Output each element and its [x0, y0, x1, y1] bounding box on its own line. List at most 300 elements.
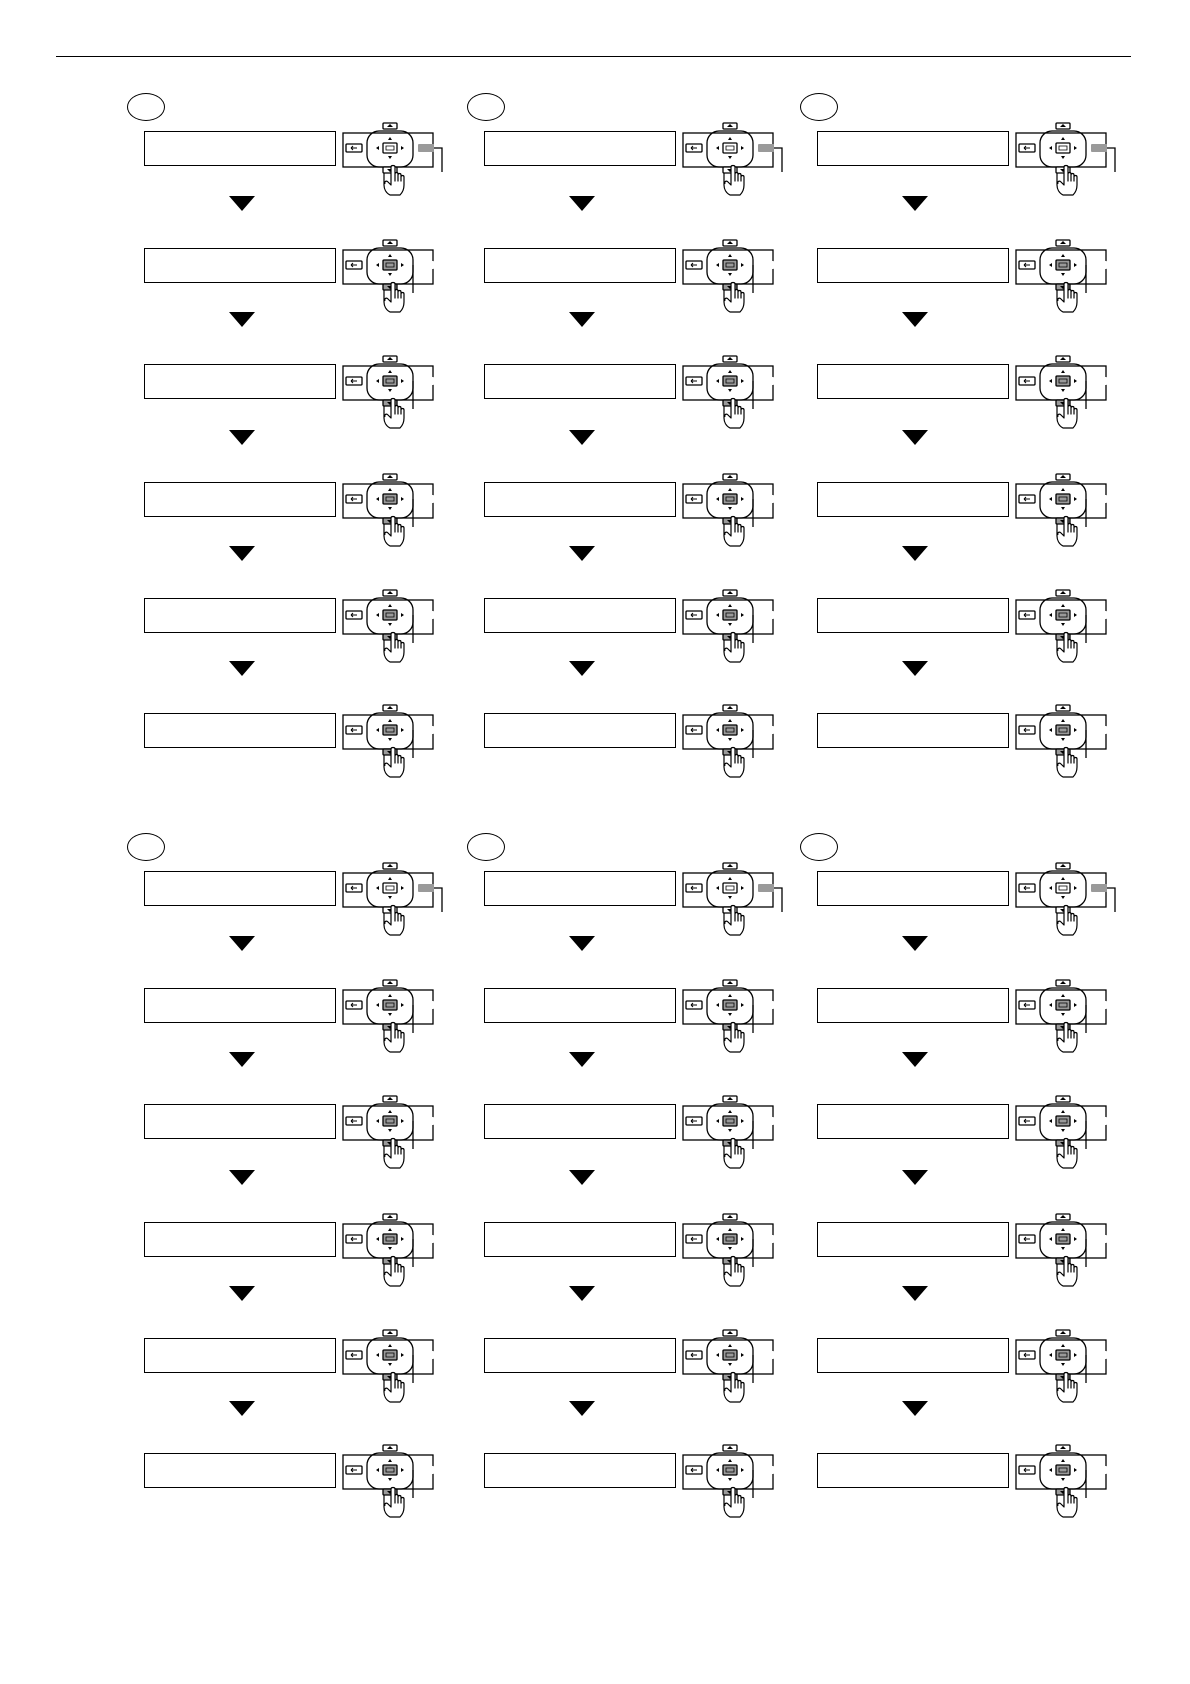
dial-down-arrow-icon — [388, 273, 392, 276]
dial-right-arrow-icon — [741, 379, 744, 383]
dial-down-arrow-icon — [388, 156, 392, 159]
back-key-icon — [1024, 1003, 1030, 1007]
lead-line — [774, 888, 782, 912]
dial-right-arrow-icon — [741, 1119, 744, 1123]
ok-key — [383, 376, 397, 386]
back-key-icon — [1024, 1119, 1030, 1123]
ok-key — [723, 494, 737, 504]
dial-left-arrow-icon — [716, 613, 719, 617]
control-keypad-icon[interactable] — [342, 1212, 446, 1288]
down-arrow-icon — [229, 1286, 255, 1301]
dial-right-arrow-icon — [401, 497, 404, 501]
back-key-icon — [1024, 263, 1030, 267]
dial-left-arrow-icon — [1049, 497, 1052, 501]
ok-key — [1056, 1465, 1070, 1475]
lcd-display — [817, 713, 1009, 748]
back-key-icon — [351, 379, 357, 383]
dial-left-arrow-icon — [1049, 886, 1052, 890]
lcd-display — [817, 1338, 1009, 1373]
ok-key — [383, 1000, 397, 1010]
dial-left-arrow-icon — [716, 1237, 719, 1241]
dial-left-arrow-icon — [376, 728, 379, 732]
dial-left-arrow-icon — [716, 1119, 719, 1123]
dial-up-arrow-icon — [1061, 1344, 1065, 1347]
keypad-diagram — [1015, 1328, 1119, 1409]
dial-right-arrow-icon — [401, 146, 404, 150]
dial-right-arrow-icon — [1074, 613, 1077, 617]
ok-key — [1056, 1234, 1070, 1244]
dial-right-arrow-icon — [1074, 1119, 1077, 1123]
ok-key — [1056, 1000, 1070, 1010]
forward-key — [1091, 1235, 1107, 1243]
ok-key — [383, 494, 397, 504]
dial-left-arrow-icon — [1049, 1003, 1052, 1007]
dial-down-arrow-icon — [1061, 738, 1065, 741]
back-key-icon — [351, 1353, 357, 1357]
dial-up-arrow-icon — [1061, 254, 1065, 257]
dial-down-arrow-icon — [728, 1247, 732, 1250]
keypad-diagram — [682, 472, 786, 553]
forward-key — [418, 611, 434, 619]
keypad-diagram — [682, 1443, 786, 1524]
dial-up-arrow-icon — [388, 254, 392, 257]
control-keypad-icon[interactable] — [682, 1443, 786, 1519]
control-keypad-icon[interactable] — [342, 472, 446, 548]
down-arrow-icon — [229, 661, 255, 676]
down-arrow-icon — [229, 312, 255, 327]
down-arrow-icon — [902, 1170, 928, 1185]
dial-right-arrow-icon — [401, 1119, 404, 1123]
ok-key — [383, 1116, 397, 1126]
down-arrow-icon — [569, 546, 595, 561]
dial-left-arrow-icon — [1049, 146, 1052, 150]
dial-left-arrow-icon — [716, 1353, 719, 1357]
dial-right-arrow-icon — [401, 1237, 404, 1241]
keypad-diagram — [342, 1212, 446, 1293]
dial-up-arrow-icon — [1061, 488, 1065, 491]
procedure-column — [144, 103, 464, 803]
ok-key — [383, 725, 397, 735]
lcd-display — [144, 248, 336, 283]
back-key-icon — [351, 886, 357, 890]
dial-up-arrow-icon — [1061, 604, 1065, 607]
dial-up-arrow-icon — [728, 370, 732, 373]
dial-down-arrow-icon — [1061, 273, 1065, 276]
ok-key — [723, 725, 737, 735]
keypad-diagram — [342, 861, 446, 942]
control-keypad-icon[interactable] — [682, 588, 786, 664]
ok-key — [1056, 610, 1070, 620]
dial-left-arrow-icon — [716, 497, 719, 501]
dial-down-arrow-icon — [728, 507, 732, 510]
control-keypad-icon[interactable] — [342, 121, 446, 197]
forward-key — [418, 1235, 434, 1243]
lcd-display — [484, 713, 676, 748]
keypad-diagram — [1015, 588, 1119, 669]
down-arrow-icon — [902, 196, 928, 211]
dial-down-arrow-icon — [1061, 1247, 1065, 1250]
dial-left-arrow-icon — [1049, 1468, 1052, 1472]
dial-down-arrow-icon — [728, 389, 732, 392]
back-key-icon — [691, 1003, 697, 1007]
lead-line — [1107, 888, 1115, 912]
lcd-display — [817, 1453, 1009, 1488]
dial-up-arrow-icon — [388, 137, 392, 140]
ok-key — [723, 1234, 737, 1244]
forward-key — [418, 495, 434, 503]
procedure-column — [817, 843, 1137, 1543]
keypad-diagram — [682, 238, 786, 319]
dial-down-arrow-icon — [1061, 156, 1065, 159]
dial-left-arrow-icon — [716, 1468, 719, 1472]
back-key-icon — [351, 146, 357, 150]
control-keypad-icon[interactable] — [682, 1094, 786, 1170]
lcd-display — [144, 131, 336, 166]
lcd-display — [484, 871, 676, 906]
dial-right-arrow-icon — [741, 497, 744, 501]
forward-key — [758, 1117, 774, 1125]
forward-key — [758, 611, 774, 619]
keypad-diagram — [682, 1212, 786, 1293]
down-arrow-icon — [902, 936, 928, 951]
control-keypad-icon[interactable] — [342, 1328, 446, 1404]
procedure-column — [484, 843, 804, 1543]
dial-up-arrow-icon — [388, 1459, 392, 1462]
lcd-display — [144, 713, 336, 748]
dial-down-arrow-icon — [388, 1013, 392, 1016]
ok-key — [1056, 883, 1070, 893]
procedure-column — [144, 843, 464, 1543]
lead-line — [774, 148, 782, 172]
keypad-diagram — [682, 1094, 786, 1175]
dial-up-arrow-icon — [388, 1228, 392, 1231]
keypad-diagram — [1015, 1212, 1119, 1293]
lcd-display — [484, 1104, 676, 1139]
back-key-icon — [691, 1119, 697, 1123]
dial-up-arrow-icon — [388, 488, 392, 491]
back-key-icon — [691, 146, 697, 150]
dial-left-arrow-icon — [1049, 1119, 1052, 1123]
control-keypad-icon[interactable] — [682, 1328, 786, 1404]
control-keypad-icon[interactable] — [682, 121, 786, 197]
keypad-diagram — [682, 354, 786, 435]
keypad-diagram — [1015, 238, 1119, 319]
back-key-icon — [1024, 1468, 1030, 1472]
back-key-icon — [1024, 146, 1030, 150]
forward-key — [1091, 261, 1107, 269]
procedure-column — [817, 103, 1137, 803]
dial-right-arrow-icon — [1074, 497, 1077, 501]
dial-right-arrow-icon — [401, 1468, 404, 1472]
back-key-icon — [351, 263, 357, 267]
dial-left-arrow-icon — [1049, 379, 1052, 383]
forward-key — [758, 1001, 774, 1009]
dial-up-arrow-icon — [1061, 1459, 1065, 1462]
back-key-icon — [351, 1468, 357, 1472]
lcd-display — [817, 482, 1009, 517]
lcd-display — [144, 1453, 336, 1488]
down-arrow-icon — [229, 196, 255, 211]
step-number-circle — [800, 833, 838, 861]
dial-right-arrow-icon — [1074, 1237, 1077, 1241]
down-arrow-icon — [229, 430, 255, 445]
dial-right-arrow-icon — [401, 1003, 404, 1007]
dial-down-arrow-icon — [728, 273, 732, 276]
back-key-icon — [691, 1237, 697, 1241]
control-keypad-icon[interactable] — [682, 1212, 786, 1288]
ok-key — [1056, 143, 1070, 153]
dial-up-arrow-icon — [388, 604, 392, 607]
keypad-diagram — [1015, 861, 1119, 942]
forward-key — [418, 726, 434, 734]
control-keypad-icon[interactable] — [1015, 354, 1119, 430]
dial-down-arrow-icon — [388, 896, 392, 899]
forward-key — [1091, 726, 1107, 734]
dial-up-arrow-icon — [728, 488, 732, 491]
dial-left-arrow-icon — [376, 1119, 379, 1123]
down-arrow-icon — [902, 430, 928, 445]
forward-key — [1091, 884, 1107, 892]
down-arrow-icon — [569, 661, 595, 676]
control-keypad-icon[interactable] — [1015, 588, 1119, 664]
control-keypad-icon[interactable] — [1015, 1443, 1119, 1519]
back-key-icon — [1024, 886, 1030, 890]
lcd-display — [484, 988, 676, 1023]
control-keypad-icon[interactable] — [1015, 861, 1119, 937]
back-key-icon — [351, 728, 357, 732]
dial-up-arrow-icon — [1061, 370, 1065, 373]
dial-down-arrow-icon — [388, 507, 392, 510]
dial-up-arrow-icon — [728, 1110, 732, 1113]
dial-up-arrow-icon — [388, 1110, 392, 1113]
down-arrow-icon — [229, 1052, 255, 1067]
keypad-diagram — [342, 978, 446, 1059]
back-key-icon — [351, 497, 357, 501]
dial-right-arrow-icon — [741, 728, 744, 732]
forward-key — [1091, 377, 1107, 385]
dial-right-arrow-icon — [401, 728, 404, 732]
dial-right-arrow-icon — [401, 886, 404, 890]
control-keypad-icon[interactable] — [1015, 1212, 1119, 1288]
dial-right-arrow-icon — [741, 1003, 744, 1007]
control-keypad-icon[interactable] — [1015, 472, 1119, 548]
dial-up-arrow-icon — [1061, 1228, 1065, 1231]
forward-key — [1091, 1117, 1107, 1125]
dial-right-arrow-icon — [741, 146, 744, 150]
dial-down-arrow-icon — [1061, 1013, 1065, 1016]
control-keypad-icon[interactable] — [342, 1094, 446, 1170]
dial-left-arrow-icon — [376, 1468, 379, 1472]
dial-down-arrow-icon — [728, 738, 732, 741]
dial-right-arrow-icon — [741, 1353, 744, 1357]
dial-down-arrow-icon — [1061, 623, 1065, 626]
lcd-display — [484, 482, 676, 517]
down-arrow-icon — [569, 1170, 595, 1185]
forward-key — [758, 377, 774, 385]
dial-left-arrow-icon — [376, 1353, 379, 1357]
dial-down-arrow-icon — [1061, 1129, 1065, 1132]
forward-key — [1091, 1351, 1107, 1359]
control-keypad-icon[interactable] — [682, 472, 786, 548]
lcd-display — [144, 1222, 336, 1257]
dial-down-arrow-icon — [728, 1129, 732, 1132]
forward-key — [418, 1351, 434, 1359]
dial-left-arrow-icon — [376, 379, 379, 383]
down-arrow-icon — [229, 936, 255, 951]
keypad-diagram — [342, 121, 446, 202]
control-keypad-icon[interactable] — [342, 978, 446, 1054]
ok-key — [1056, 260, 1070, 270]
ok-key — [383, 1234, 397, 1244]
keypad-diagram — [682, 588, 786, 669]
dial-left-arrow-icon — [376, 263, 379, 267]
step-number-circle — [127, 833, 165, 861]
lcd-display — [484, 1338, 676, 1373]
ok-key — [1056, 1350, 1070, 1360]
lcd-display — [817, 248, 1009, 283]
control-keypad-icon[interactable] — [1015, 121, 1119, 197]
keypad-diagram — [342, 1328, 446, 1409]
keypad-diagram — [342, 472, 446, 553]
dial-right-arrow-icon — [1074, 1003, 1077, 1007]
down-arrow-icon — [902, 661, 928, 676]
down-arrow-icon — [569, 430, 595, 445]
dial-left-arrow-icon — [376, 1237, 379, 1241]
control-keypad-icon[interactable] — [1015, 703, 1119, 779]
ok-key — [723, 1000, 737, 1010]
dial-up-arrow-icon — [1061, 877, 1065, 880]
dial-left-arrow-icon — [376, 1003, 379, 1007]
ok-key — [723, 610, 737, 620]
forward-key — [1091, 1001, 1107, 1009]
forward-key — [418, 1001, 434, 1009]
down-arrow-icon — [569, 936, 595, 951]
control-keypad-icon[interactable] — [682, 238, 786, 314]
dial-right-arrow-icon — [1074, 1468, 1077, 1472]
dial-right-arrow-icon — [1074, 1353, 1077, 1357]
control-keypad-icon[interactable] — [1015, 1094, 1119, 1170]
keypad-diagram — [342, 238, 446, 319]
keypad-diagram — [682, 703, 786, 784]
lcd-display — [144, 1104, 336, 1139]
back-key-icon — [691, 379, 697, 383]
control-keypad-icon[interactable] — [1015, 978, 1119, 1054]
down-arrow-icon — [569, 1052, 595, 1067]
back-key-icon — [691, 263, 697, 267]
forward-key — [418, 261, 434, 269]
lcd-display — [484, 598, 676, 633]
dial-up-arrow-icon — [388, 877, 392, 880]
procedure-column — [484, 103, 804, 803]
control-keypad-icon[interactable] — [682, 354, 786, 430]
forward-key — [758, 1235, 774, 1243]
down-arrow-icon — [229, 1170, 255, 1185]
control-keypad-icon[interactable] — [682, 978, 786, 1054]
step-number-circle — [467, 93, 505, 121]
dial-left-arrow-icon — [716, 728, 719, 732]
control-keypad-icon[interactable] — [342, 703, 446, 779]
dial-right-arrow-icon — [1074, 146, 1077, 150]
control-keypad-icon[interactable] — [342, 354, 446, 430]
forward-key — [758, 884, 774, 892]
dial-up-arrow-icon — [728, 1228, 732, 1231]
lcd-display — [817, 988, 1009, 1023]
control-keypad-icon[interactable] — [1015, 238, 1119, 314]
ok-key — [383, 883, 397, 893]
control-keypad-icon[interactable] — [342, 1443, 446, 1519]
control-keypad-icon[interactable] — [682, 861, 786, 937]
forward-key — [418, 884, 434, 892]
back-key-icon — [351, 613, 357, 617]
lead-line — [434, 888, 442, 912]
dial-down-arrow-icon — [728, 1013, 732, 1016]
down-arrow-icon — [569, 196, 595, 211]
dial-up-arrow-icon — [728, 137, 732, 140]
forward-key — [758, 1466, 774, 1474]
control-keypad-icon[interactable] — [1015, 1328, 1119, 1404]
dial-left-arrow-icon — [1049, 1353, 1052, 1357]
keypad-diagram — [342, 354, 446, 435]
dial-down-arrow-icon — [388, 389, 392, 392]
down-arrow-icon — [569, 312, 595, 327]
back-key-icon — [691, 1353, 697, 1357]
down-arrow-icon — [902, 546, 928, 561]
back-key-icon — [1024, 613, 1030, 617]
dial-down-arrow-icon — [388, 1129, 392, 1132]
dial-down-arrow-icon — [728, 896, 732, 899]
ok-key — [723, 883, 737, 893]
back-key-icon — [1024, 379, 1030, 383]
dial-up-arrow-icon — [728, 604, 732, 607]
control-keypad-icon[interactable] — [342, 861, 446, 937]
dial-down-arrow-icon — [728, 623, 732, 626]
dial-up-arrow-icon — [728, 1344, 732, 1347]
lcd-display — [484, 1453, 676, 1488]
dial-left-arrow-icon — [1049, 728, 1052, 732]
dial-right-arrow-icon — [741, 1237, 744, 1241]
dial-down-arrow-icon — [388, 1478, 392, 1481]
lcd-display — [484, 248, 676, 283]
control-keypad-icon[interactable] — [682, 703, 786, 779]
lcd-display — [144, 482, 336, 517]
ok-key — [723, 1350, 737, 1360]
control-keypad-icon[interactable] — [342, 238, 446, 314]
dial-up-arrow-icon — [1061, 1110, 1065, 1113]
keypad-diagram — [342, 588, 446, 669]
dial-down-arrow-icon — [388, 623, 392, 626]
control-keypad-icon[interactable] — [342, 588, 446, 664]
ok-key — [1056, 376, 1070, 386]
ok-key — [1056, 1116, 1070, 1126]
procedure-section — [0, 103, 1190, 803]
dial-up-arrow-icon — [728, 877, 732, 880]
down-arrow-icon — [902, 1401, 928, 1416]
forward-key — [758, 261, 774, 269]
dial-left-arrow-icon — [376, 146, 379, 150]
back-key-icon — [691, 886, 697, 890]
dial-right-arrow-icon — [1074, 379, 1077, 383]
back-key-icon — [351, 1119, 357, 1123]
ok-key — [383, 1350, 397, 1360]
dial-up-arrow-icon — [388, 719, 392, 722]
back-key-icon — [351, 1003, 357, 1007]
forward-key — [1091, 1466, 1107, 1474]
step-number-circle — [467, 833, 505, 861]
back-key-icon — [1024, 497, 1030, 501]
back-key-icon — [691, 728, 697, 732]
dial-left-arrow-icon — [716, 263, 719, 267]
dial-down-arrow-icon — [1061, 1363, 1065, 1366]
